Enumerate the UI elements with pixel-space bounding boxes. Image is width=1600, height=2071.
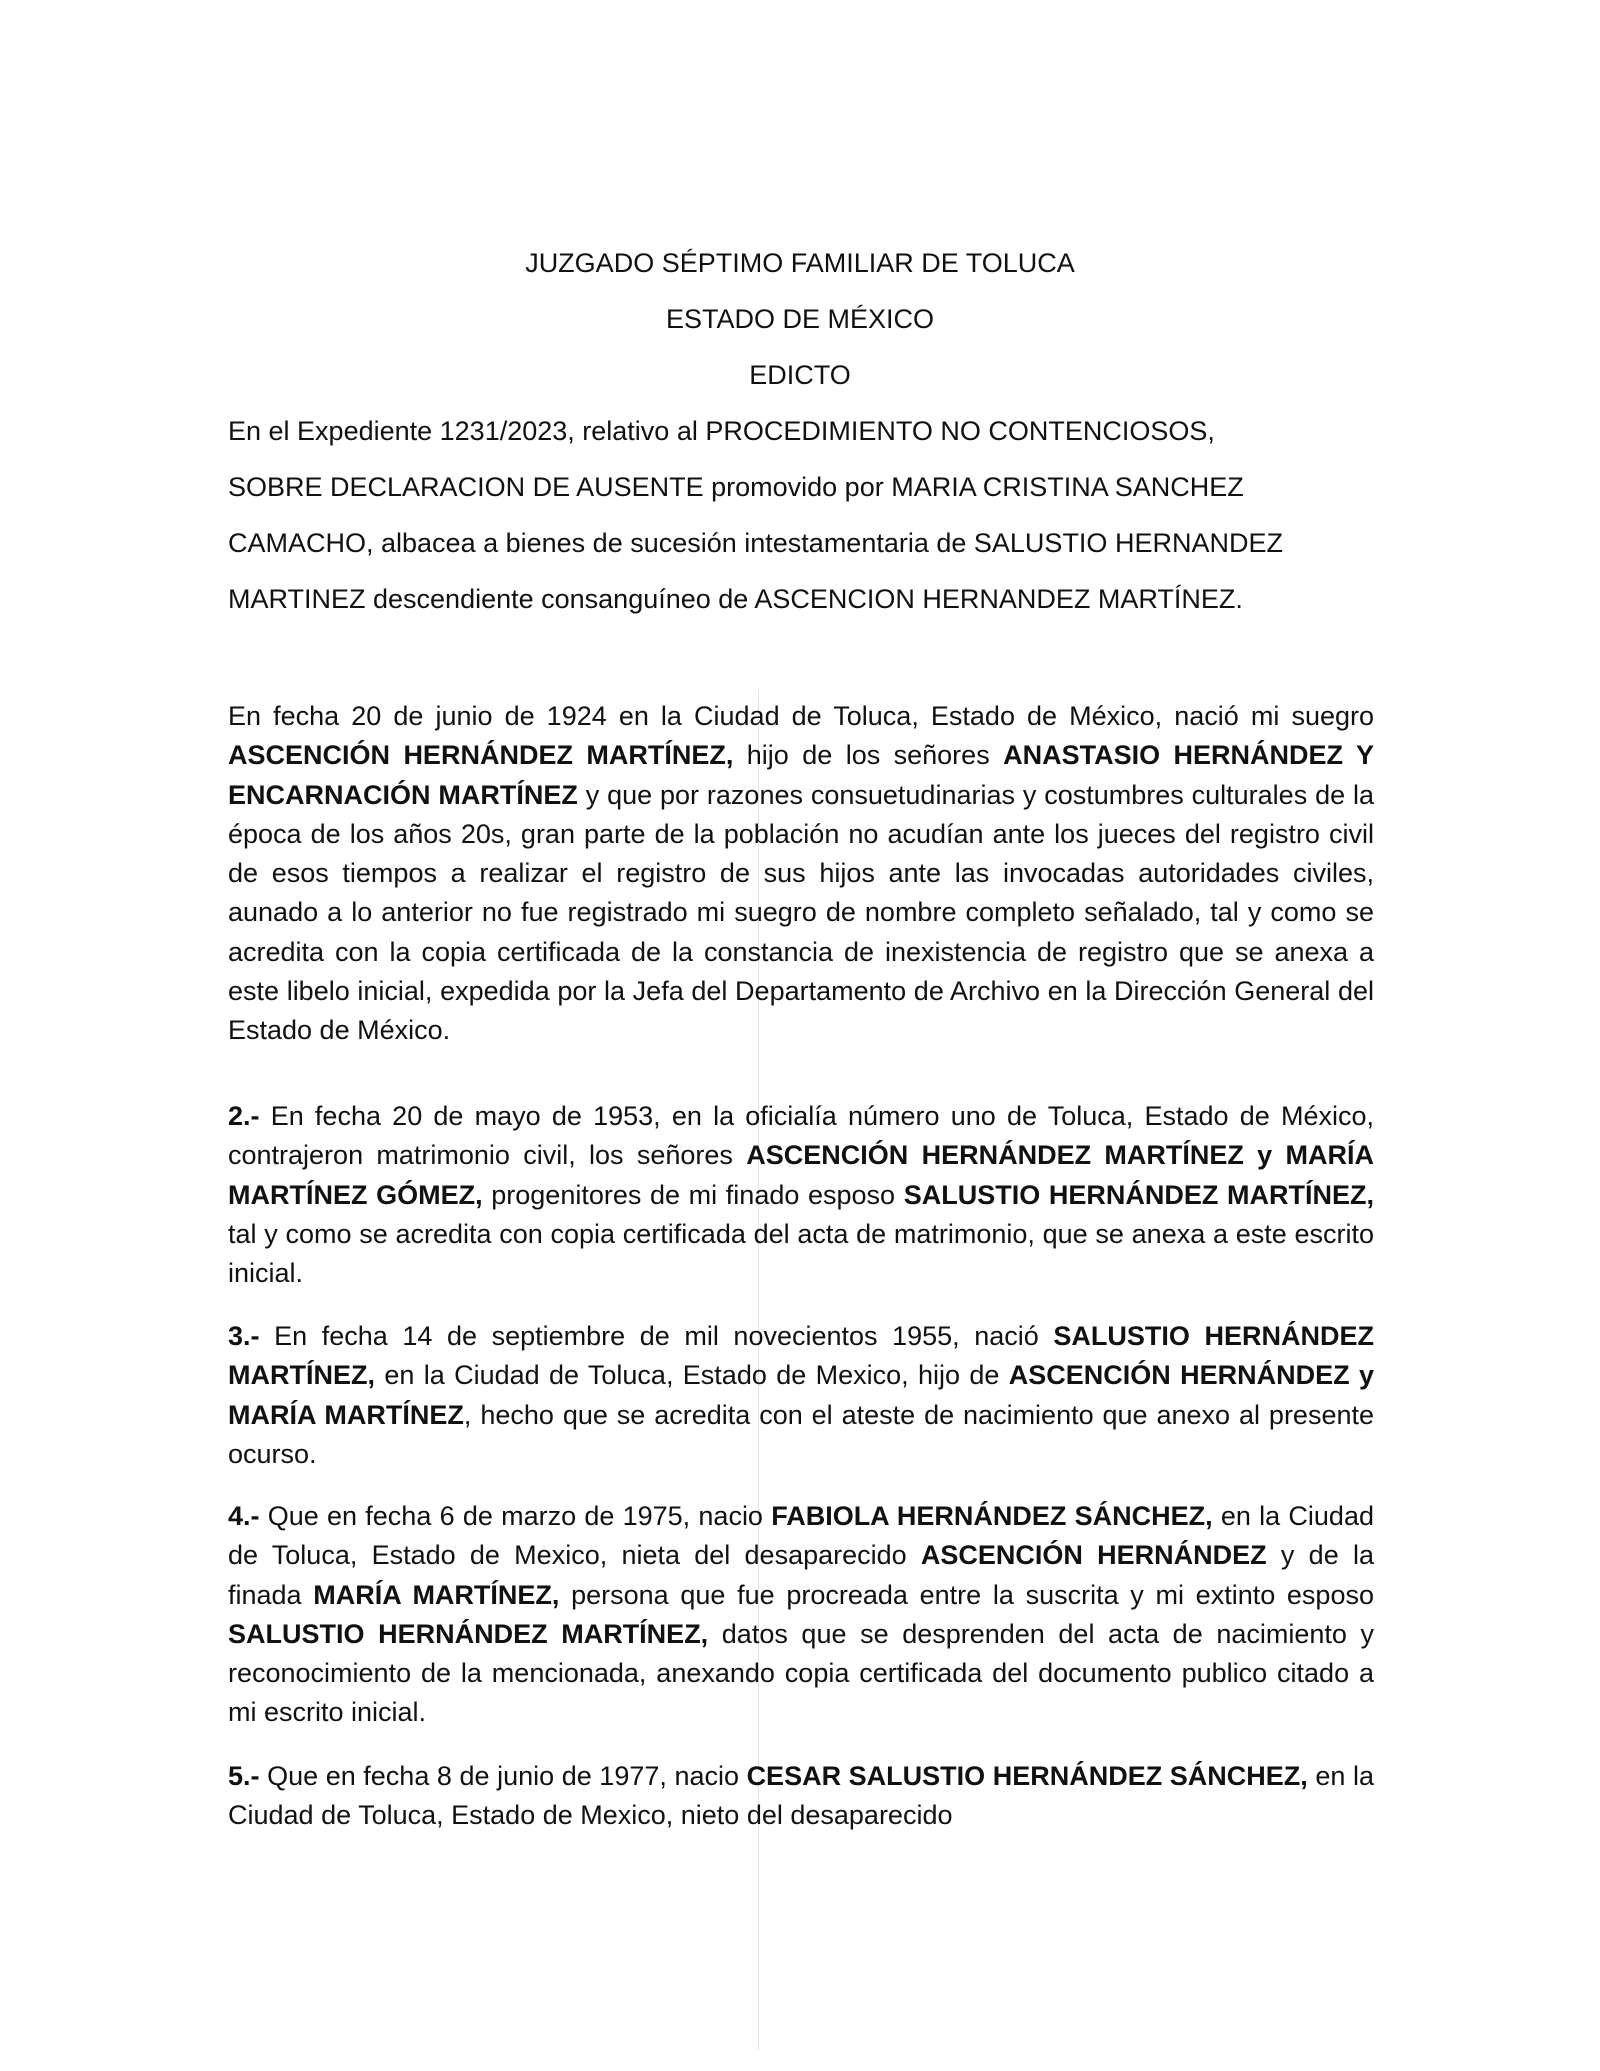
text-run: progenitores de mi finado esposo — [482, 1179, 904, 1210]
paragraph-2 — [228, 1097, 1374, 1293]
intro-line: MARTINEZ descendiente consanguíneo de ASCENCION HERNANDEZ MARTÍNEZ. — [228, 584, 1243, 614]
text-run: Que en fecha 6 de marzo de 1975, nacio — [259, 1501, 772, 1531]
bold-name-run: FABIOLA HERNÁNDEZ SÁNCHEZ, — [771, 1501, 1213, 1531]
text-run: en la Ciudad de Toluca, Estado de Mexico, hijo de — [374, 1360, 1009, 1391]
bold-name-run: MARÍA MARTÍNEZ, — [313, 1579, 560, 1610]
text-run: en la Ciudad de Toluca, Estado de Mexico, nieta del desaparecido — [228, 1501, 1374, 1571]
text-run: En fecha 14 de septiembre de mil novecientos 1955, nació — [259, 1321, 1054, 1351]
bold-name-run: ASCENCIÓN HERNÁNDEZ MARTÍNEZ y MARÍA MARTÍNEZ GÓMEZ, — [228, 1140, 1374, 1210]
intro-line: SOBRE DECLARACION DE AUSENTE promovido por MARIA CRISTINA SANCHEZ — [228, 472, 1244, 502]
court-title: JUZGADO SÉPTIMO FAMILIAR DE TOLUCA — [525, 248, 1075, 278]
paragraph-3 — [228, 1317, 1374, 1474]
paragraph-number: 2.- — [228, 1101, 260, 1131]
paragraph-number: 3.- — [228, 1321, 260, 1351]
text-run: y de la finada — [228, 1540, 1374, 1610]
text-run: datos que se desprenden del acta de nacimiento y reconocimiento de la mencionada, anexando copia certificada del documento publico citado a mi escrito inicial. — [228, 1618, 1374, 1728]
bold-name-run: CESAR SALUSTIO HERNÁNDEZ SÁNCHEZ, — [746, 1761, 1308, 1791]
bold-name-run: ANASTASIO HERNÁNDEZ Y ENCARNACIÓN MARTÍNEZ — [228, 740, 1375, 810]
text-run: Que en fecha 8 de junio de 1977, nacio — [259, 1761, 747, 1791]
state-title: ESTADO DE MÉXICO — [665, 304, 935, 334]
bold-name-run: ASCENCIÓN HERNÁNDEZ — [920, 1540, 1267, 1571]
paragraph-5 — [228, 1757, 1374, 1836]
paragraph-number: 4.- — [228, 1501, 260, 1531]
bold-name-run: SALUSTIO HERNÁNDEZ MARTÍNEZ, — [903, 1179, 1374, 1210]
bold-name-run: SALUSTIO HERNÁNDEZ MARTÍNEZ, — [228, 1321, 1374, 1391]
text-run: hijo de los señores — [733, 740, 1004, 771]
intro-line: En el Expediente 1231/2023, relativo al PROCEDIMIENTO NO CONTENCIOSOS, — [228, 416, 1215, 446]
text-run: en la Ciudad de Toluca, Estado de Mexico, nieto del desaparecido — [228, 1761, 1374, 1831]
paragraph-number: 5.- — [228, 1761, 260, 1791]
bold-name-run: SALUSTIO HERNÁNDEZ MARTÍNEZ, — [228, 1618, 709, 1649]
text-run: tal y como se acredita con copia certificada del acta de matrimonio, que se anexa a este escrito inicial. — [228, 1218, 1374, 1289]
text-run: , hecho que se acredita con el ateste de nacimiento que anexo al presente ocurso. — [228, 1399, 1374, 1469]
text-run: En fecha 20 de junio de 1924 en la Ciudad de Toluca, Estado de México, nació mi suegro — [228, 701, 1374, 731]
intro-line: CAMACHO, albacea a bienes de sucesión intestamentaria de SALUSTIO HERNANDEZ — [228, 528, 1283, 558]
bold-name-run: ASCENCIÓN HERNÁNDEZ MARTÍNEZ, — [228, 740, 734, 771]
paragraph-4 — [228, 1497, 1374, 1733]
text-run: y que por razones consuetudinarias y costumbres culturales de la época de los años 20s, gran parte de la población no acudían ante los jueces del registro civil de esos tiempos a realizar el registro de sus hijos ante las invocadas autoridades civiles, aunado a lo anterior no fue registrado mi suegro de nombre completo señalado, tal y como se acredita con la copia certificada de la constancia de inexistencia de registro que se anexa a este libelo inicial, expedida por la Jefa del Departamento de Archivo en la Dirección General del Estado de México. — [228, 779, 1374, 1046]
text-run: persona que fue procreada entre la suscrita y mi extinto esposo — [559, 1579, 1374, 1610]
bold-name-run: ASCENCIÓN HERNÁNDEZ y MARÍA MARTÍNEZ — [228, 1360, 1374, 1430]
text-run: En fecha 20 de mayo de 1953, en la oficialía número uno de Toluca, Estado de México, contrajeron matrimonio civil, los señores — [228, 1101, 1374, 1171]
document-type-title: EDICTO — [749, 360, 851, 390]
paragraph-1 — [228, 697, 1374, 1051]
